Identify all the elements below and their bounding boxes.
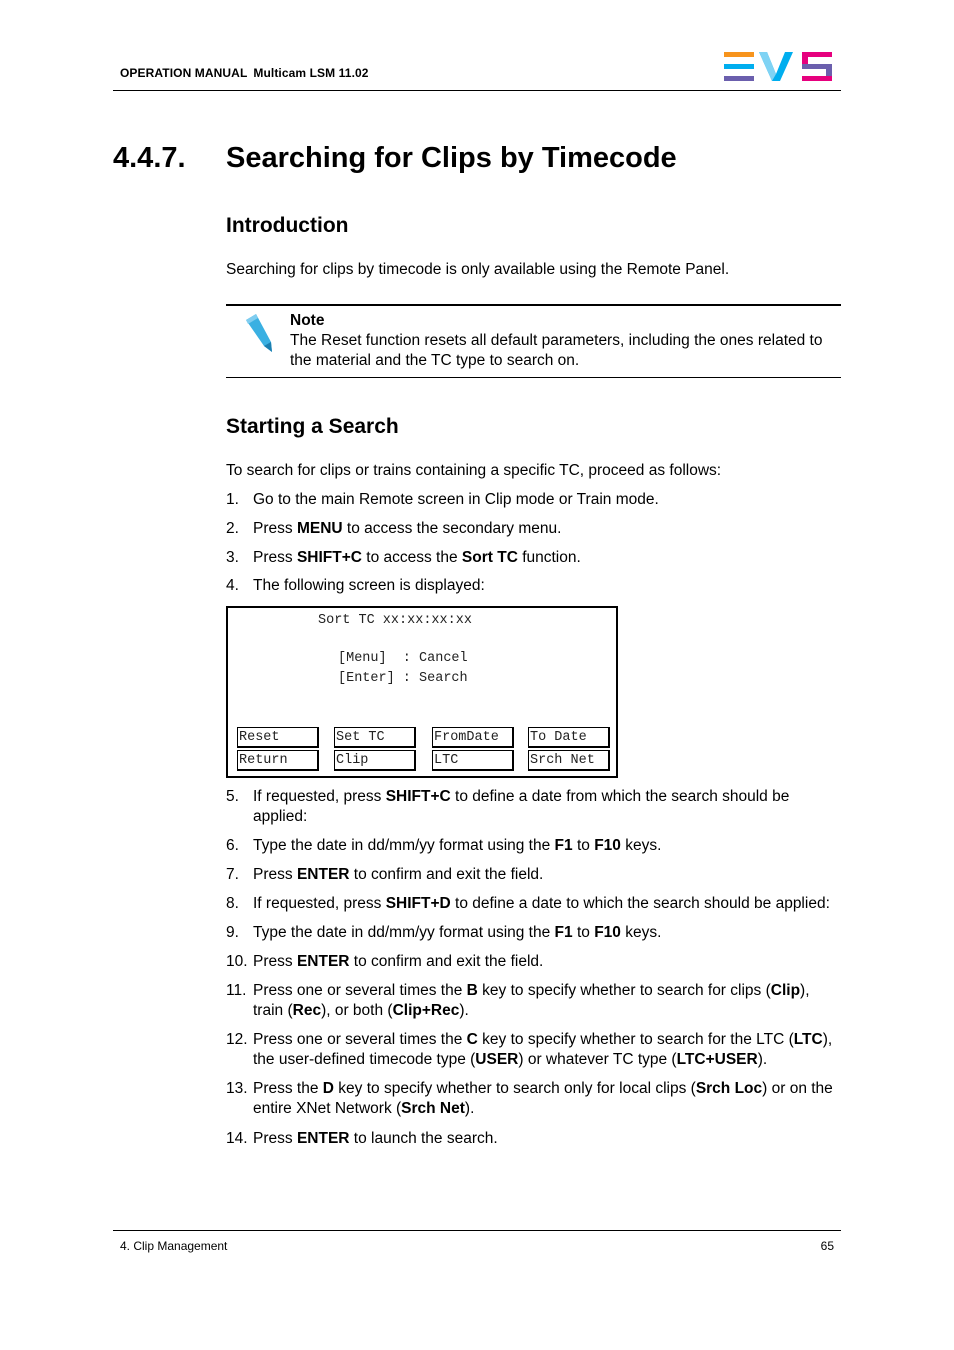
step-keyword: ENTER <box>296 953 350 970</box>
step-keyword: D <box>322 1080 334 1097</box>
step-text-part: Type the date in dd/mm/yy format using the <box>253 837 555 854</box>
step-keyword: Srch Loc <box>695 1080 763 1097</box>
step-number: 7. <box>226 866 239 883</box>
step-text <box>253 894 841 914</box>
step-text-part: Press the <box>253 1080 323 1097</box>
step-keyword: ENTER <box>296 1130 350 1147</box>
step-text <box>253 1129 841 1149</box>
step-keyword: C <box>466 1031 478 1048</box>
step-text-part: Press <box>253 953 297 970</box>
step-text-part: to access the <box>361 549 462 566</box>
step-text-part: Press one or several times the <box>253 1031 467 1048</box>
step-text <box>253 865 841 885</box>
remote-screen <box>226 606 618 778</box>
step-number: 2. <box>226 520 239 537</box>
pencil-icon <box>242 314 274 354</box>
screen-key-set-tc: Set TC <box>334 727 416 748</box>
manual-label: OPERATION MANUAL <box>120 66 248 80</box>
step-keyword: B <box>466 982 478 999</box>
screen-title: Sort TC xx:xx:xx:xx <box>318 613 472 628</box>
section-number: 4.4.7. <box>113 142 186 174</box>
step-keyword: SHIFT+D <box>385 895 451 912</box>
step-text-part: keys. <box>620 924 662 941</box>
step-text-part: keys. <box>620 837 662 854</box>
step-number: 11. <box>226 982 247 999</box>
screen-menu-line: [Menu] : Cancel <box>338 651 468 666</box>
note-title: Note <box>290 312 325 329</box>
step-text-part: ) or whatever TC type ( <box>518 1051 677 1068</box>
step-text <box>253 1030 841 1070</box>
product-label: Multicam LSM 11.02 <box>253 66 369 80</box>
step-number: 13. <box>226 1080 248 1097</box>
screen-key-to-date: To Date <box>528 727 610 748</box>
screen-enter-line: [Enter] : Search <box>338 671 468 686</box>
step-number: 12. <box>226 1031 248 1048</box>
step-text <box>253 952 841 972</box>
step-keyword: Rec <box>292 1002 322 1019</box>
step-text-part: key to specify whether to search only for local clips ( <box>333 1080 696 1097</box>
step-text-part: If requested, press <box>253 895 386 912</box>
step-keyword: F1 <box>554 837 573 854</box>
step-keyword: LTC+USER <box>676 1051 758 1068</box>
page-header <box>113 48 841 91</box>
step-text-part: ) or on the entire XNet Network ( <box>253 1080 833 1117</box>
step-text-part: to define a date to which the search should be applied: <box>450 895 830 912</box>
step-number: 6. <box>226 837 239 854</box>
step-text <box>253 548 841 568</box>
step-text-part: Press <box>253 866 297 883</box>
starting-lead: To search for clips or trains containing a specific TC, proceed as follows: <box>226 462 722 479</box>
step-text-part: to access the secondary menu. <box>342 520 562 537</box>
header-title <box>120 66 369 80</box>
step-keyword: LTC <box>793 1031 823 1048</box>
step-keyword: SHIFT+C <box>385 788 451 805</box>
step-text-part: Press one or several times the <box>253 982 467 999</box>
note-line: The Reset function resets all default parameters, including the ones related to <box>290 332 823 349</box>
evs-logo <box>724 52 834 82</box>
step-number: 9. <box>226 924 239 941</box>
step-text-part: to <box>572 924 595 941</box>
step-keyword: USER <box>475 1051 519 1068</box>
step-text-part: key to specify whether to search for the LTC ( <box>477 1031 794 1048</box>
step-text-part: to confirm and exit the field. <box>349 953 544 970</box>
screen-key-ltc: LTC <box>432 750 514 771</box>
step-text-part: function. <box>517 549 581 566</box>
starting-heading: Starting a Search <box>226 415 399 438</box>
step-number: 1. <box>226 491 239 508</box>
page-footer <box>113 1230 841 1253</box>
note-line: the material and the TC type to search on. <box>290 352 580 369</box>
step-text <box>253 519 841 539</box>
note-box <box>226 304 841 378</box>
step-text-part: ), or both ( <box>321 1002 393 1019</box>
step-text <box>253 981 841 1021</box>
intro-text: Searching for clips by timecode is only available using the Remote Panel. <box>226 261 730 278</box>
step-number: 5. <box>226 788 239 805</box>
step-keyword: F10 <box>594 924 621 941</box>
footer-page-number: 65 <box>820 1239 834 1253</box>
step-text-part: ), the user-defined timecode type ( <box>253 1031 833 1068</box>
step-text-part: ). <box>464 1100 475 1117</box>
step-text-part: key to specify whether to search for clips ( <box>477 982 771 999</box>
step-text <box>253 1079 841 1119</box>
screen-key-clip: Clip <box>334 750 416 771</box>
step-text-part: to define a date from which the search should be applied: <box>253 788 790 825</box>
step-text-part: Type the date in dd/mm/yy format using the <box>253 924 555 941</box>
step-text-part: to <box>572 837 595 854</box>
step-text-part: Press <box>253 1130 297 1147</box>
step-text-part: to launch the search. <box>349 1130 498 1147</box>
step-text-part: If requested, press <box>253 788 386 805</box>
step-text-part: ), train ( <box>253 982 810 1019</box>
step-text-part: ). <box>757 1051 768 1068</box>
step-keyword: SHIFT+C <box>296 549 362 566</box>
step-number: 4. <box>226 577 239 594</box>
step-text <box>253 836 841 856</box>
step-text-part: Press <box>253 549 297 566</box>
step-keyword: F1 <box>554 924 573 941</box>
step-text <box>253 490 841 510</box>
step-text-part: The following screen is displayed: <box>253 577 485 594</box>
step-keyword: Clip+Rec <box>392 1002 460 1019</box>
step-text-part: Go to the main Remote screen in Clip mode or Train mode. <box>253 491 659 508</box>
step-keyword: F10 <box>594 837 621 854</box>
section-title <box>113 142 677 175</box>
step-text-part: to confirm and exit the field. <box>349 866 544 883</box>
step-number: 8. <box>226 895 239 912</box>
step-keyword: MENU <box>296 520 343 537</box>
footer-chapter: 4. Clip Management <box>120 1239 228 1253</box>
step-keyword: Srch Net <box>401 1100 465 1117</box>
screen-key-return: Return <box>237 750 319 771</box>
step-keyword: ENTER <box>296 866 350 883</box>
step-number: 3. <box>226 549 239 566</box>
intro-heading: Introduction <box>226 214 349 237</box>
screen-key-srch-net: Srch Net <box>528 750 610 771</box>
note-text <box>290 331 835 371</box>
step-number: 14. <box>226 1130 248 1147</box>
step-keyword: Sort TC <box>461 549 518 566</box>
section-title-text: Searching for Clips by Timecode <box>226 142 677 174</box>
screen-key-fromdate: FromDate <box>432 727 514 748</box>
step-text <box>253 576 841 596</box>
step-keyword: Clip <box>770 982 801 999</box>
step-number: 10. <box>226 953 248 970</box>
step-text <box>253 787 841 827</box>
screen-key-reset: Reset <box>237 727 319 748</box>
step-text <box>253 923 841 943</box>
step-text-part: ). <box>459 1002 469 1019</box>
step-text-part: Press <box>253 520 297 537</box>
